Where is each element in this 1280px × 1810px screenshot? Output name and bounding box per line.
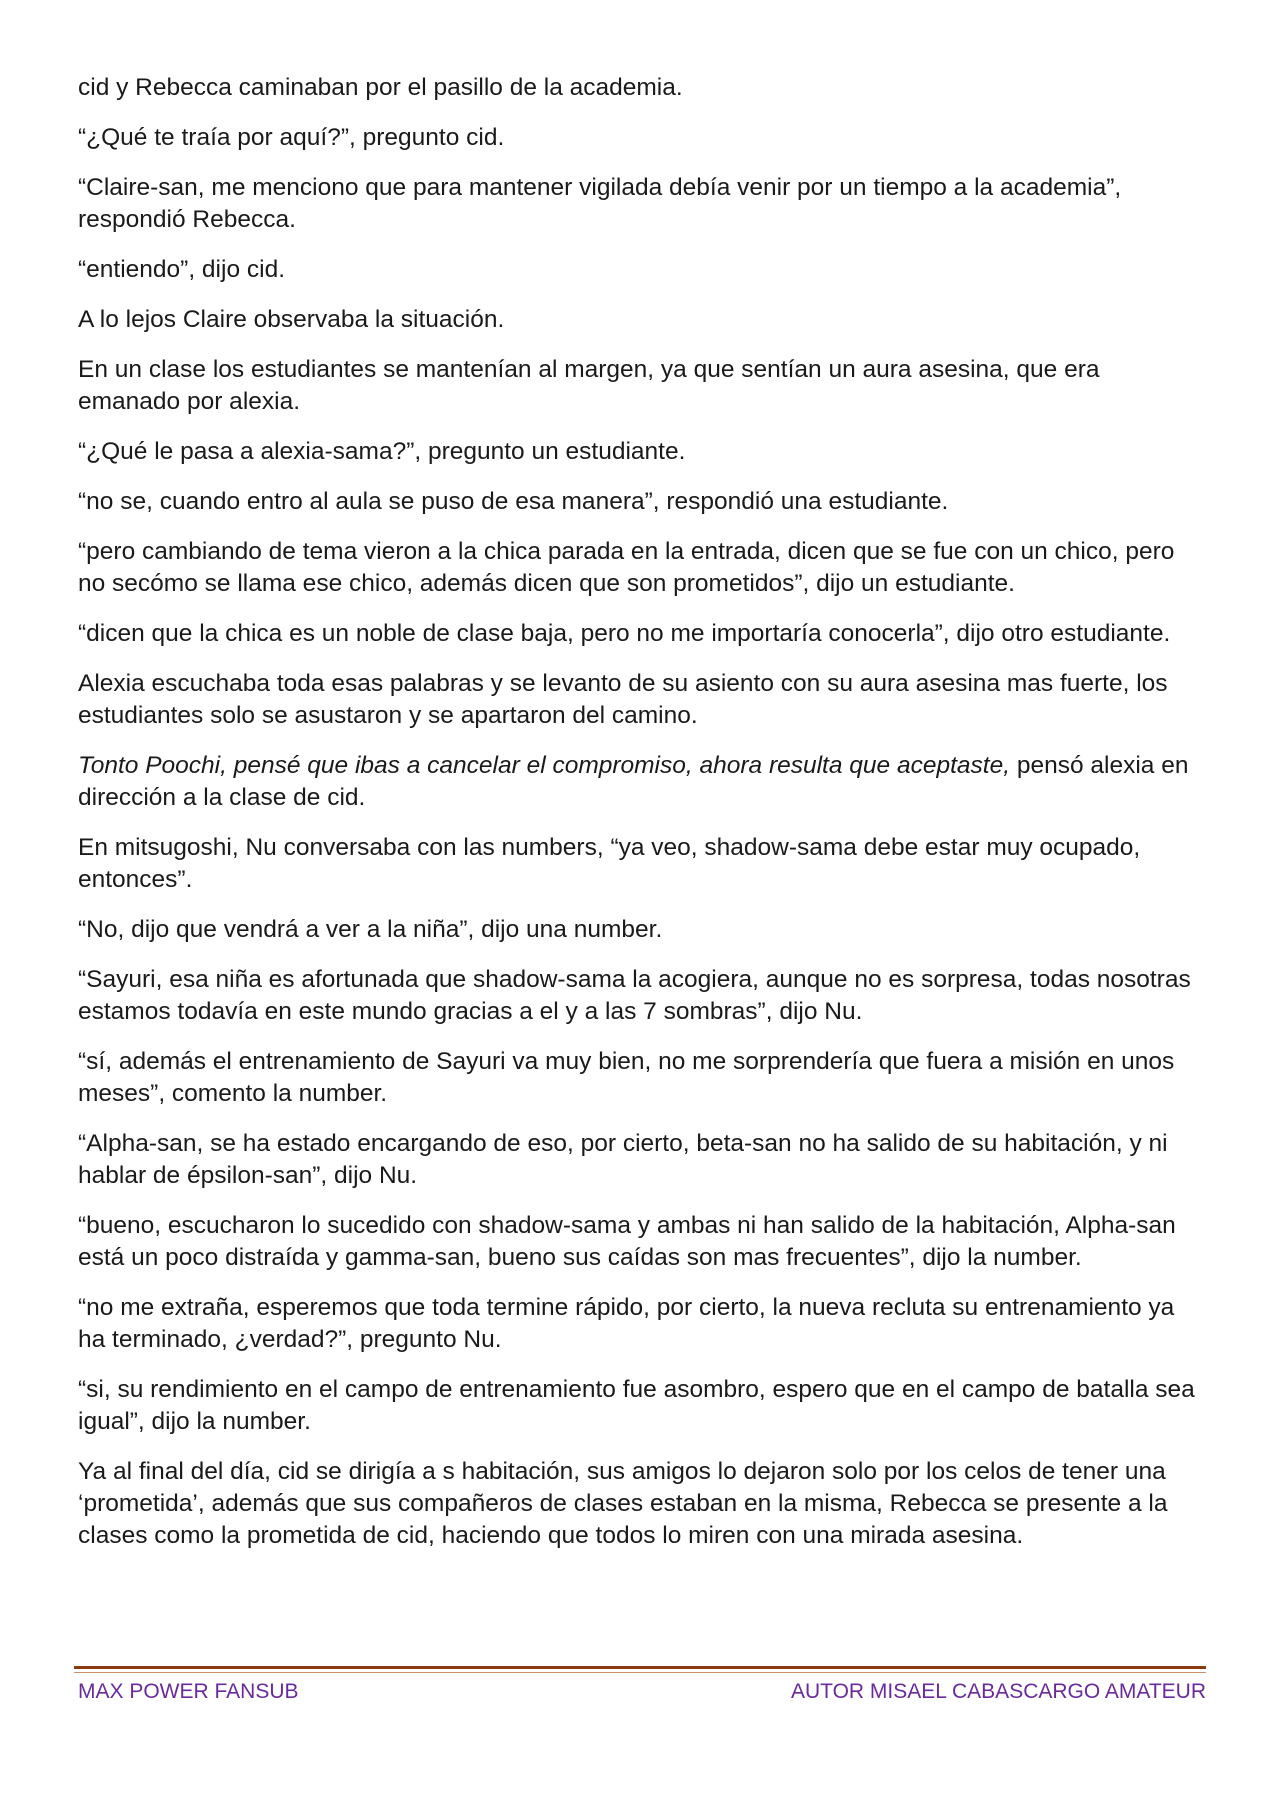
paragraph-19: “no me extraña, esperemos que toda termine rápido, por cierto, la nueva recluta su entrenamiento ya ha terminado, ¿verdad?”, pregunto Nu. [78,1294,1175,1353]
paragraph-14: “No, dijo que vendrá a ver a la niña”, dijo una number. [78,916,663,943]
paragraph-10: “dicen que la chica es un noble de clase baja, pero no me importaría conocerla”, dijo otro estudiante. [78,620,1171,647]
paragraph-11: Alexia escuchaba toda esas palabras y se levanto de su asiento con su aura asesina mas fuerte, los estudiantes solo se asustaron y se apartaron del camino. [78,670,1168,729]
footer-right-text: AUTOR MISAEL CABASCARGO AMATEUR [790,1680,1206,1703]
paragraph-3: “Claire-san, me menciono que para mantener vigilada debía venir por un tiempo a la academia”, respondió Rebecca. [78,174,1122,233]
thought-continuation: pensó alexia en dirección a la clase de cid. [78,752,1189,811]
paragraph-16: “sí, además el entrenamiento de Sayuri va muy bien, no me sorprendería que fuera a misión en unos meses”, comento la number. [78,1048,1175,1107]
paragraph-9: “pero cambiando de tema vieron a la chica parada en la entrada, dicen que se fue con un chico, pero no secómo se llama ese chico, además dicen que son prometidos”, dijo un estudiante. [78,538,1175,597]
footer-rule-thin [74,1672,1206,1673]
paragraph-12 [78,750,1206,814]
paragraph-6: En un clase los estudiantes se mantenían al margen, ya que sentían un aura asesina, que era emanado por alexia. [78,356,1100,415]
paragraph-20: “si, su rendimiento en el campo de entrenamiento fue asombro, espero que en el campo de batalla sea igual”, dijo la number. [78,1376,1195,1435]
page-footer [78,1680,1206,1708]
paragraph-1: cid y Rebecca caminaban por el pasillo de la academia. [78,74,683,101]
paragraph-2: “¿Qué te traía por aquí?”, pregunto cid. [78,124,505,151]
paragraph-13: En mitsugoshi, Nu conversaba con las numbers, “ya veo, shadow-sama debe estar muy ocupado, entonces”. [78,834,1141,893]
footer-rule [74,1666,1206,1669]
paragraph-15: “Sayuri, esa niña es afortunada que shadow-sama la acogiera, aunque no es sorpresa, todas nosotras estamos todavía en este mundo gracias a el y a las 7 sombras”, dijo Nu. [78,966,1191,1025]
footer-left-text: MAX POWER FANSUB [78,1680,299,1703]
paragraph-21: Ya al final del día, cid se dirigía a s habitación, sus amigos lo dejaron solo por los celos de tener una ‘prometida’, además que sus compañeros de clases estaban en la misma, Rebecca se presente a la clases como la prometida de cid, haciendo que todos lo miren con una mirada asesina. [78,1458,1168,1549]
italic-thought: Tonto Poochi, pensé que ibas a cancelar el compromiso, ahora resulta que aceptaste, [78,752,1011,779]
document-body [78,72,1206,1570]
paragraph-18: “bueno, escucharon lo sucedido con shadow-sama y ambas ni han salido de la habitación, Alpha-san está un poco distraída y gamma-san, bueno sus caídas son mas frecuentes”, dijo la number. [78,1212,1176,1271]
paragraph-17: “Alpha-san, se ha estado encargando de eso, por cierto, beta-san no ha salido de su habitación, y ni hablar de épsilon-san”, dijo Nu. [78,1130,1168,1189]
paragraph-5: A lo lejos Claire observaba la situación. [78,306,505,333]
paragraph-7: “¿Qué le pasa a alexia-sama?”, pregunto un estudiante. [78,438,686,465]
paragraph-4: “entiendo”, dijo cid. [78,256,286,283]
paragraph-8: “no se, cuando entro al aula se puso de esa manera”, respondió una estudiante. [78,488,949,515]
